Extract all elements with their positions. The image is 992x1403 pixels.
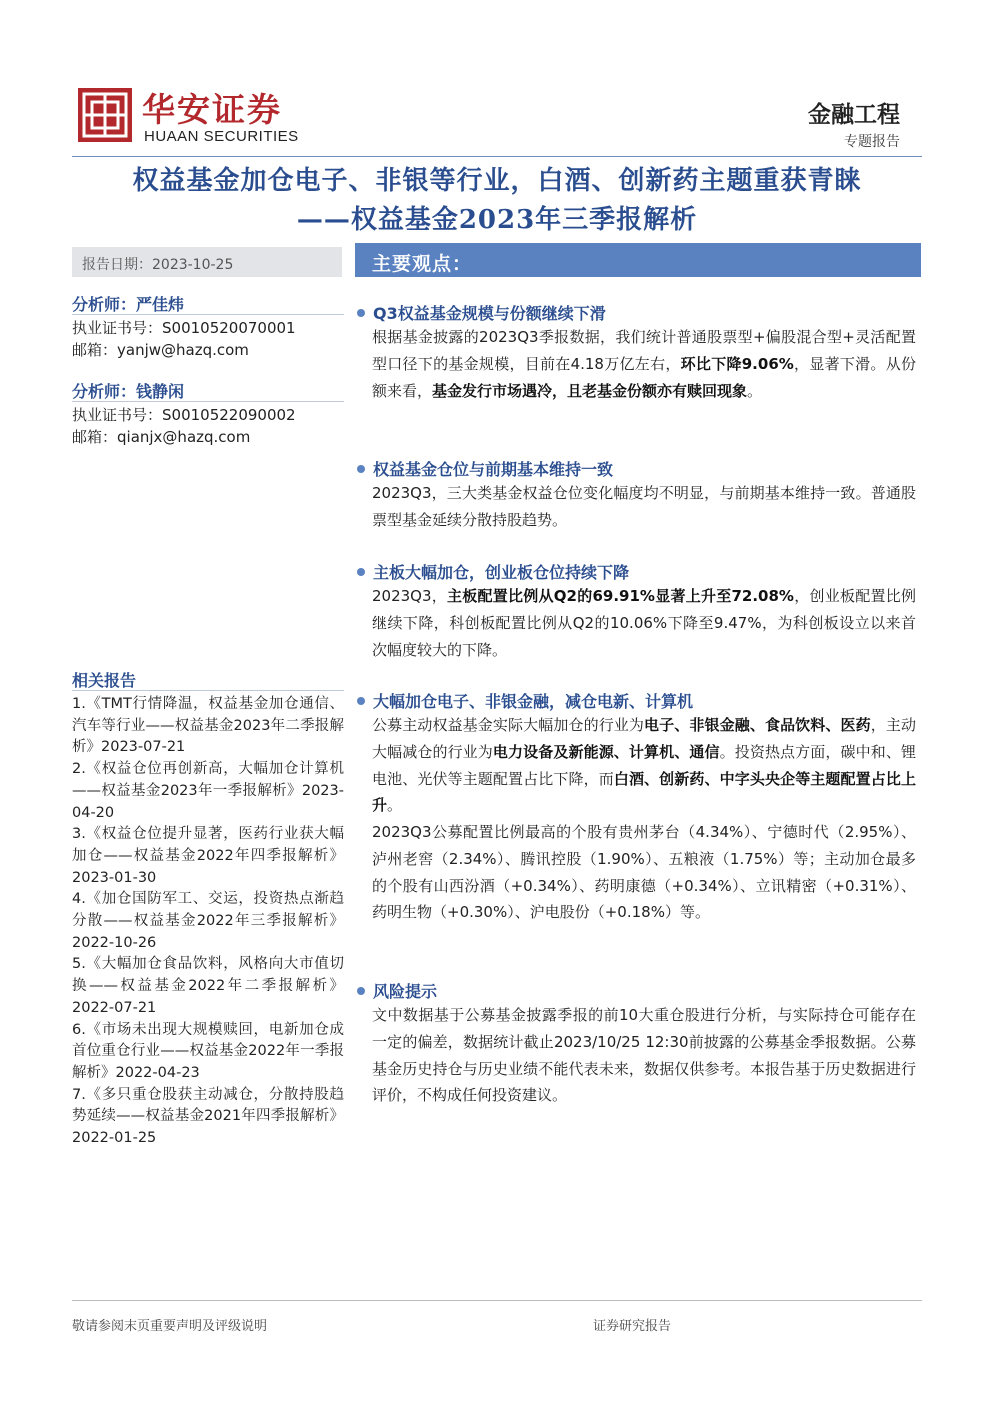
analyst-email: 邮箱：qianjx@hazq.com [72,428,251,446]
section-title: 大幅加仓电子、非银金融，减仓电新、计算机 [373,692,694,711]
analyst-license: 执业证书号：S0010520070001 [72,319,296,337]
logo-icon [78,88,132,142]
section-heading [357,301,606,324]
risk-warning-body [372,1002,916,1109]
bullet-icon [357,309,365,317]
key-points-heading: 主要观点： [372,253,473,275]
report-subtitle: ——权益基金2023年三季报解析 [296,205,698,235]
footer-label: 证券研究报告 [593,1319,672,1334]
footer-disclaimer: 敬请参阅末页重要声明及评级说明 [72,1319,268,1334]
section-body [372,324,916,404]
section-heading [357,689,693,712]
body-text: 文中数据基于公募基金披露季报的前10大重仓股进行分析，与实际持仓可能存在一定的偏差，数据统计截止2023/10/25 12:30前披露的公募基金季报数据。公募基金历史持仓与历史业绩不能代表未来，数据仅供参考。本报告基于历史数据进行评价，不构成任何投资建议。 [372,1006,916,1105]
related-reports-title: 相关报告 [72,671,137,690]
body-text: 公募主动权益基金实际大幅加仓的行业为 [372,716,645,734]
related-report-item: 1.《TMT行情降温，权益基金加仓通信、汽车等行业——权益基金2023年二季报解析》2023-07-21 [72,696,344,756]
section-heading [357,457,613,480]
analyst-divider [72,314,344,315]
footer-divider [72,1300,922,1301]
body-text: 2023Q3，三大类基金权益仓位变化幅度均不明显，与前期基本维持一致。普通股票型基金延续分散持股趋势。 [372,484,916,529]
section-title: Q3权益基金规模与份额继续下滑 [373,304,606,323]
section-title: 风险提示 [373,982,438,1001]
emphasis-text: 电子、非银金融、食品饮料、医药 [644,716,871,734]
body-text: ，显著下滑。从份额来看， [372,354,916,400]
header-divider [72,156,922,157]
logo-english-name: HUAAN SECURITIES [144,128,299,145]
related-report-item: 6.《市场未出现大规模赎回，电新加仓成首位重仓行业——权益基金2022年一季报解析》2022-04-23 [72,1021,344,1081]
body-text: 。 [747,381,763,400]
section-title: 权益基金仓位与前期基本维持一致 [373,460,614,479]
body-text: ，创业板配置比例继续下降，科创板配置比例从Q2的10.06%下降至9.47%，为科创板设立以来首次幅度较大的下降。 [372,587,916,659]
related-report-item: 2.《权益仓位再创新高，大幅加仓计算机——权益基金2023年一季报解析》2023-04-20 [72,761,344,821]
report-title: 权益基金加仓电子、非银等行业，白酒、创新药主题重获青睐 [132,166,862,196]
emphasis-text: 电力设备及新能源、计算机、通信 [492,742,720,761]
analyst-license: 执业证书号：S0010522090002 [72,406,296,424]
related-report-item: 7.《多只重仓股获主动减仓，分散持股趋势延续——权益基金2021年四季报解析》2022-01-25 [72,1086,344,1147]
related-divider [72,690,344,691]
section-body [372,712,916,819]
bullet-icon [357,568,365,576]
analyst-divider [72,401,344,402]
section-heading [357,560,629,583]
emphasis-text: 基金发行市场遇冷，且老基金份额亦有赎回现象 [432,381,748,400]
logo-chinese-name: 华安证券 [142,90,282,129]
related-report-item: 5.《大幅加仓食品饮料，风格向大市值切换——权益基金2022年二季报解析》2022-07-21 [72,956,344,1016]
emphasis-text: 环比下降9.06% [680,354,794,373]
section-body [372,480,916,534]
section-title: 主板大幅加仓，创业板仓位持续下降 [373,563,630,582]
bullet-icon [357,465,365,473]
report-category: 金融工程 [808,101,900,128]
body-text: ，主动大幅减仓的行业为 [372,716,916,761]
related-reports-list [72,694,344,1150]
body-text: 2023Q3， [372,587,448,605]
analyst-email: 邮箱：yanjw@hazq.com [72,341,249,359]
emphasis-text: 主板配置比例从Q2的69.91%显著上升至72.08% [447,587,794,605]
report-date: 报告日期：2023-10-25 [82,257,234,273]
report-type: 专题报告 [844,134,900,150]
analyst-name: 分析师：钱静闲 [72,382,185,401]
body-text: 根据基金披露的2023Q3季报数据，我们统计普通股票型+偏股混合型+灵活配置型口径下的基金规模，目前在4.18万亿左右， [372,328,916,373]
bullet-icon [357,697,365,705]
related-report-item: 3.《权益仓位提升显著，医药行业获大幅加仓——权益基金2022年四季报解析》2023-01-30 [72,826,344,886]
body-text: 。投资热点方面，碳中和、锂电池、光伏等主题配置占比下降，而 [372,742,916,788]
emphasis-text: 白酒、创新药、中字头央企等主题配置占比上升 [372,769,916,815]
section-body [372,583,916,663]
body-text: 。 [387,796,403,815]
related-report-item: 4.《加仓国防军工、交运，投资热点渐趋分散——权益基金2022年三季报解析》2022-10-26 [72,891,344,951]
section-body-holdings: 2023Q3公募配置比例最高的个股有贵州茅台（4.34%）、宁德时代（2.95%）、泸州老窖（2.34%）、腾讯控股（1.90%）、五粮液（1.75%）等；主动加仓最多的个股有山西汾酒（+0.34%）、药明康德（+0.34%）、立讯精密（+0.31%）、药明生物（+0.30%）、沪电股份（+0.18%）等。 [372,823,916,922]
logo-mark [78,88,132,142]
bullet-icon [357,987,365,995]
section-heading [357,979,437,1002]
analyst-name: 分析师：严佳炜 [72,295,185,314]
